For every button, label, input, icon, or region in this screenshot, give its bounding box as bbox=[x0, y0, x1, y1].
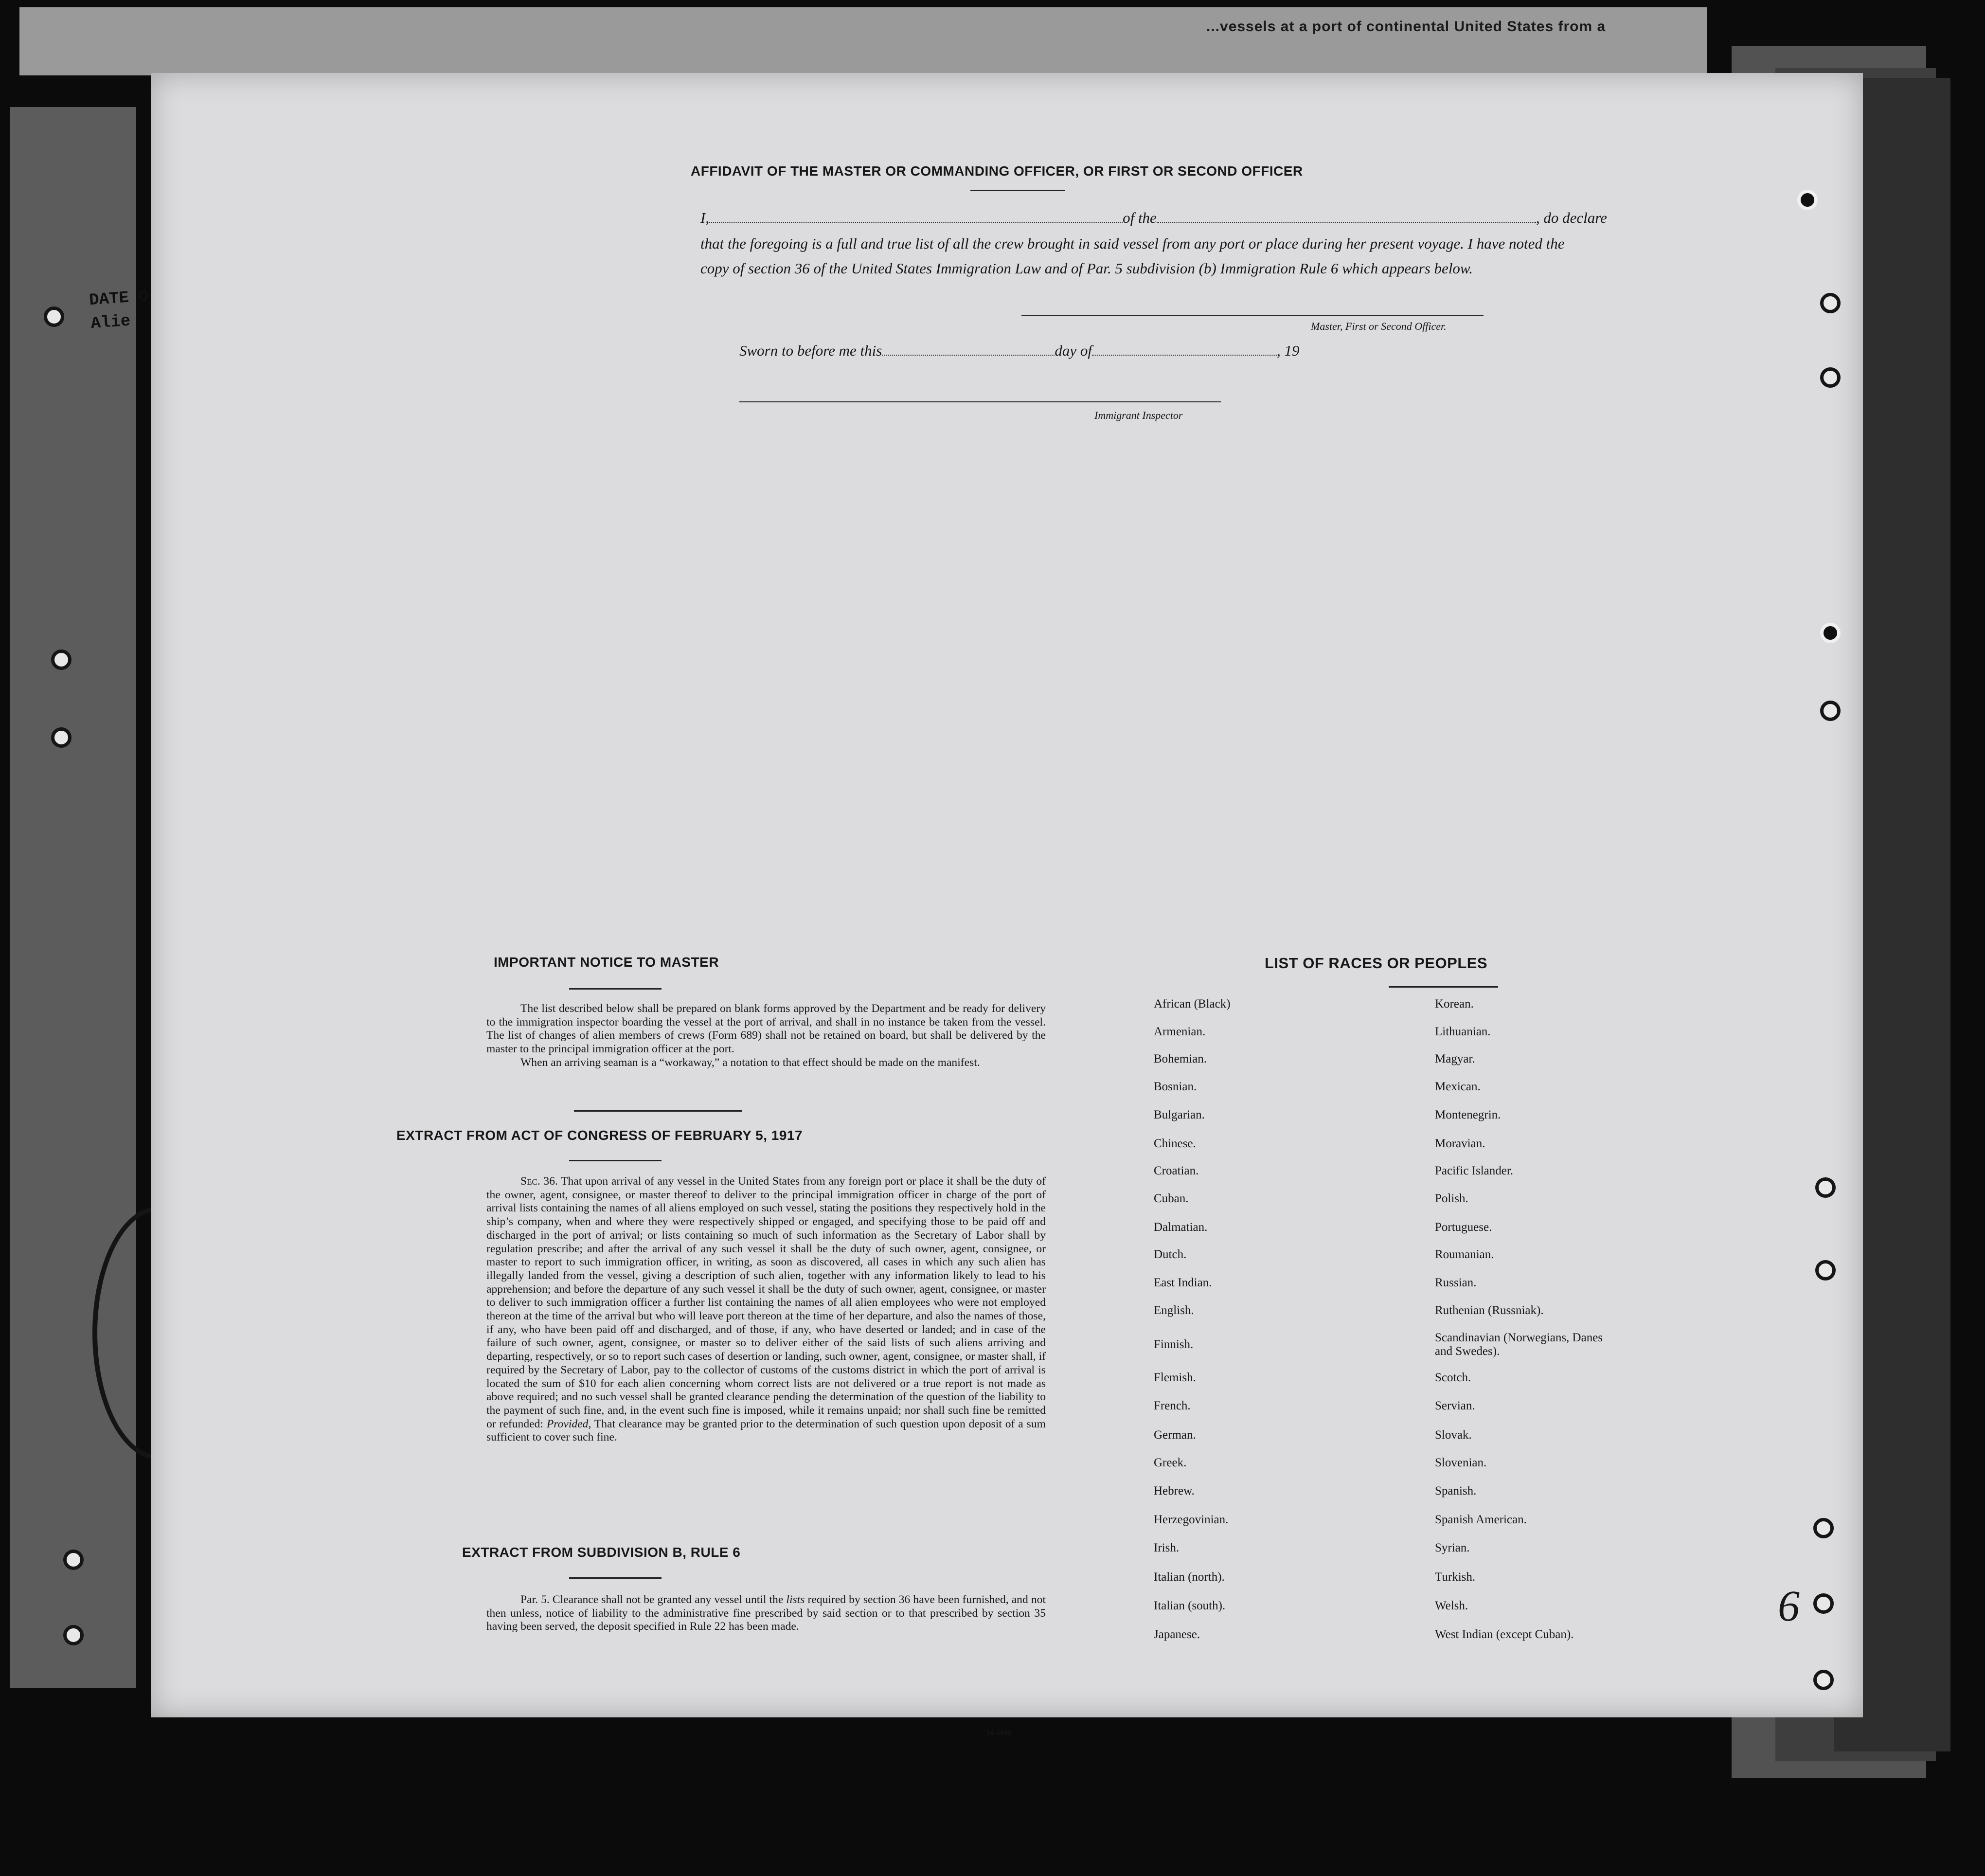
race-item: African (Black) bbox=[1154, 997, 1231, 1010]
section-rule bbox=[574, 1110, 742, 1112]
master-signature-line[interactable] bbox=[1021, 315, 1484, 316]
notice-rule bbox=[569, 988, 662, 990]
punch-hole bbox=[51, 649, 72, 670]
act-extract-title: EXTRACT FROM ACT OF CONGRESS OF FEBRUARY 5, 1917 bbox=[396, 1128, 803, 1143]
notice-text: The list described below shall be prepared on blank forms approved by the Department and be ready for delivery to the immigration inspector boarding the vessel at the port of arrival, and shall in no instance be taken from the vessel. The list of changes of alien members of crews (Form 689) shall not be retained on board, but shall be delivered by the master to the principal immigration officer at the port. When an arriving seaman is a “workaway,” a notation to that effect should be made on the manifest. bbox=[486, 1002, 1046, 1069]
affidavit-title: AFFIDAVIT OF THE MASTER OR COMMANDING OFFICER, OR FIRST OR SECOND OFFICER bbox=[691, 163, 1303, 179]
race-item: Croatian. bbox=[1154, 1164, 1199, 1177]
race-item: Syrian. bbox=[1435, 1541, 1470, 1554]
punch-hole bbox=[51, 727, 72, 748]
title-rule bbox=[970, 190, 1065, 191]
race-item: Polish. bbox=[1435, 1192, 1468, 1205]
race-item: Bohemian. bbox=[1154, 1052, 1207, 1065]
race-item: Bosnian. bbox=[1154, 1080, 1197, 1093]
officer-name-field[interactable] bbox=[709, 210, 1123, 223]
race-item: Russian. bbox=[1435, 1276, 1477, 1289]
race-item: Ruthenian (Russniak). bbox=[1435, 1304, 1544, 1317]
race-item: Portuguese. bbox=[1435, 1221, 1492, 1234]
race-item: Greek. bbox=[1154, 1456, 1187, 1469]
punch-hole bbox=[63, 1625, 84, 1645]
rule-extract-title: EXTRACT FROM SUBDIVISION B, RULE 6 bbox=[462, 1545, 741, 1560]
punch-hole bbox=[1820, 623, 1841, 643]
race-item: Italian (north). bbox=[1154, 1570, 1225, 1584]
race-item: French. bbox=[1154, 1399, 1191, 1412]
sworn-day-field[interactable] bbox=[882, 343, 1055, 356]
race-item: Pacific Islander. bbox=[1435, 1164, 1514, 1177]
race-item: Bulgarian. bbox=[1154, 1108, 1205, 1121]
race-item: Slovenian. bbox=[1435, 1456, 1487, 1469]
date-stamp: DATE O Alie bbox=[89, 287, 149, 334]
race-item: Herzegovinian. bbox=[1154, 1513, 1229, 1526]
form-number: 14-1840 bbox=[986, 1729, 1012, 1736]
vessel-name-field[interactable] bbox=[1157, 210, 1536, 223]
declaration-line-2: that the foregoing is a full and true list of all the crew brought in said vessel from any port or place during her present voyage. I have noted the bbox=[700, 235, 1565, 252]
race-item: Chinese. bbox=[1154, 1137, 1196, 1150]
race-item: English. bbox=[1154, 1304, 1194, 1317]
punch-hole bbox=[1820, 701, 1841, 721]
race-item: East Indian. bbox=[1154, 1276, 1212, 1289]
race-item: Spanish American. bbox=[1435, 1513, 1527, 1526]
manifest-page bbox=[151, 73, 1863, 1736]
race-item: Scotch. bbox=[1435, 1371, 1471, 1384]
notice-title: IMPORTANT NOTICE TO MASTER bbox=[494, 955, 719, 970]
race-item: Turkish. bbox=[1435, 1570, 1476, 1584]
punch-hole bbox=[1813, 1670, 1834, 1690]
rule-extract-rule bbox=[569, 1577, 662, 1579]
punch-hole bbox=[1813, 1593, 1834, 1614]
race-item: Cuban. bbox=[1154, 1192, 1189, 1205]
act-extract-rule bbox=[569, 1160, 662, 1161]
race-item: West Indian (except Cuban). bbox=[1435, 1628, 1574, 1641]
inspector-signature-line[interactable] bbox=[739, 401, 1221, 402]
margin-mark: 6 bbox=[1778, 1582, 1800, 1630]
rule-extract-text: Par. 5. Clearance shall not be granted any vessel until the lists required by section 36 have been furnished, and not then unless, notice of liability to the administrative fine prescribed by said section or to that prescribed by section 35 having been served, the deposit specified in Rule 22 has been made. bbox=[486, 1593, 1046, 1633]
back-sheet-top bbox=[19, 7, 1707, 75]
race-item: Slovak. bbox=[1435, 1428, 1472, 1442]
race-item: Scandinavian (Norwegians, Danes and Swedes). bbox=[1435, 1331, 1603, 1358]
punch-hole bbox=[44, 307, 64, 327]
race-item: Korean. bbox=[1435, 997, 1474, 1010]
race-item: Welsh. bbox=[1435, 1599, 1468, 1612]
race-item: Flemish. bbox=[1154, 1371, 1196, 1384]
punch-hole bbox=[1797, 190, 1818, 210]
punch-hole bbox=[1815, 1260, 1836, 1281]
declaration-line-3: copy of section 36 of the United States Immigration Law and of Par. 5 subdivision (b) Immigration Rule 6 which appears below. bbox=[700, 260, 1473, 277]
race-item: Finnish. bbox=[1154, 1338, 1194, 1351]
race-item: Armenian. bbox=[1154, 1025, 1206, 1038]
races-rule bbox=[1389, 986, 1498, 988]
race-item: Servian. bbox=[1435, 1399, 1475, 1412]
inspector-caption: Immigrant Inspector bbox=[1094, 409, 1183, 421]
master-signature-caption: Master, First or Second Officer. bbox=[1311, 320, 1447, 332]
race-item: Magyar. bbox=[1435, 1052, 1475, 1065]
sworn-line: Sworn to before me this day of , 19 bbox=[739, 342, 1300, 359]
race-item: Spanish. bbox=[1435, 1484, 1477, 1497]
punch-hole bbox=[1815, 1177, 1836, 1198]
punch-hole bbox=[1813, 1518, 1834, 1538]
race-item: Italian (south). bbox=[1154, 1599, 1226, 1612]
back-sheet-header-text: ...vessels at a port of continental United States from a bbox=[1206, 18, 1606, 35]
race-item: Montenegrin. bbox=[1435, 1108, 1501, 1121]
race-item: Moravian. bbox=[1435, 1137, 1485, 1150]
punch-hole bbox=[63, 1550, 84, 1570]
race-item: Japanese. bbox=[1154, 1628, 1200, 1641]
race-item: Dalmatian. bbox=[1154, 1221, 1208, 1234]
race-item: Hebrew. bbox=[1154, 1484, 1195, 1497]
race-item: Mexican. bbox=[1435, 1080, 1481, 1093]
punch-hole bbox=[1820, 293, 1841, 313]
race-item: Dutch. bbox=[1154, 1248, 1187, 1261]
punch-hole bbox=[1820, 367, 1841, 388]
act-extract-text: Sec. 36. That upon arrival of any vessel in the United States from any foreign port or place it shall be the duty of the owner, agent, consignee, or master thereof to deliver to the principal immigration officer in charge of the port of arrival lists containing the names of all aliens employed on such vessel, stating the positions they respectively hold in the ship’s company, when and where they were respectively shipped or engaged, and specifying those to be paid off and discharged in the port of arrival; or lists containing so much of such information as the Secretary of Labor shall by regulation prescribe; and after the arrival of any such vessel it shall be the duty of such owner, agent, consignee, or master to report to such immigration officer, in writing, as soon as discovered, all cases in which any such alien has illegally landed from the vessel, giving a description of such alien, together with any information likely to lead to his apprehension; and before the departure of any such vessel it shall be the duty of such owner, agent, consignee, or master to deliver to such immigration officer a further list containing the names of all alien employees who were not employed thereon at the time of the arrival but who will leave port thereon at the time of her departure, and also the names of those, if any, who have been paid off and discharged, and of those, if any, who have deserted or landed; and in case of the failure of such owner, agent, consignee, or master so to deliver either of the said lists of such aliens arriving and departing, respectively, or so to report such cases of desertion or landing, such owner, agent, consignee, or master shall, if required by the Secretary of Labor, pay to the collector of customs of the customs district in which the port of arrival is located the sum of $10 for each alien concerning whom correct lists are not delivered or a true report is not made as above required; and no such vessel shall be granted clearance pending the determination of the question of the liability to the payment of such fine, and, in the event such fine is imposed, while it remains unpaid; nor shall such fine be remitted or refunded: Provided, That clearance may be granted prior to the determination of such question upon deposit of a sum sufficient to cover such fine. bbox=[486, 1175, 1046, 1444]
sworn-month-field[interactable] bbox=[1092, 343, 1277, 356]
race-item: Roumanian. bbox=[1435, 1248, 1494, 1261]
races-title: LIST OF RACES OR PEOPLES bbox=[1265, 955, 1488, 972]
declaration-line-1: I, of the , do declare bbox=[700, 209, 1607, 226]
race-item: German. bbox=[1154, 1428, 1196, 1442]
race-item: Lithuanian. bbox=[1435, 1025, 1491, 1038]
back-sheet-left bbox=[10, 107, 136, 1688]
race-item: Irish. bbox=[1154, 1541, 1180, 1554]
